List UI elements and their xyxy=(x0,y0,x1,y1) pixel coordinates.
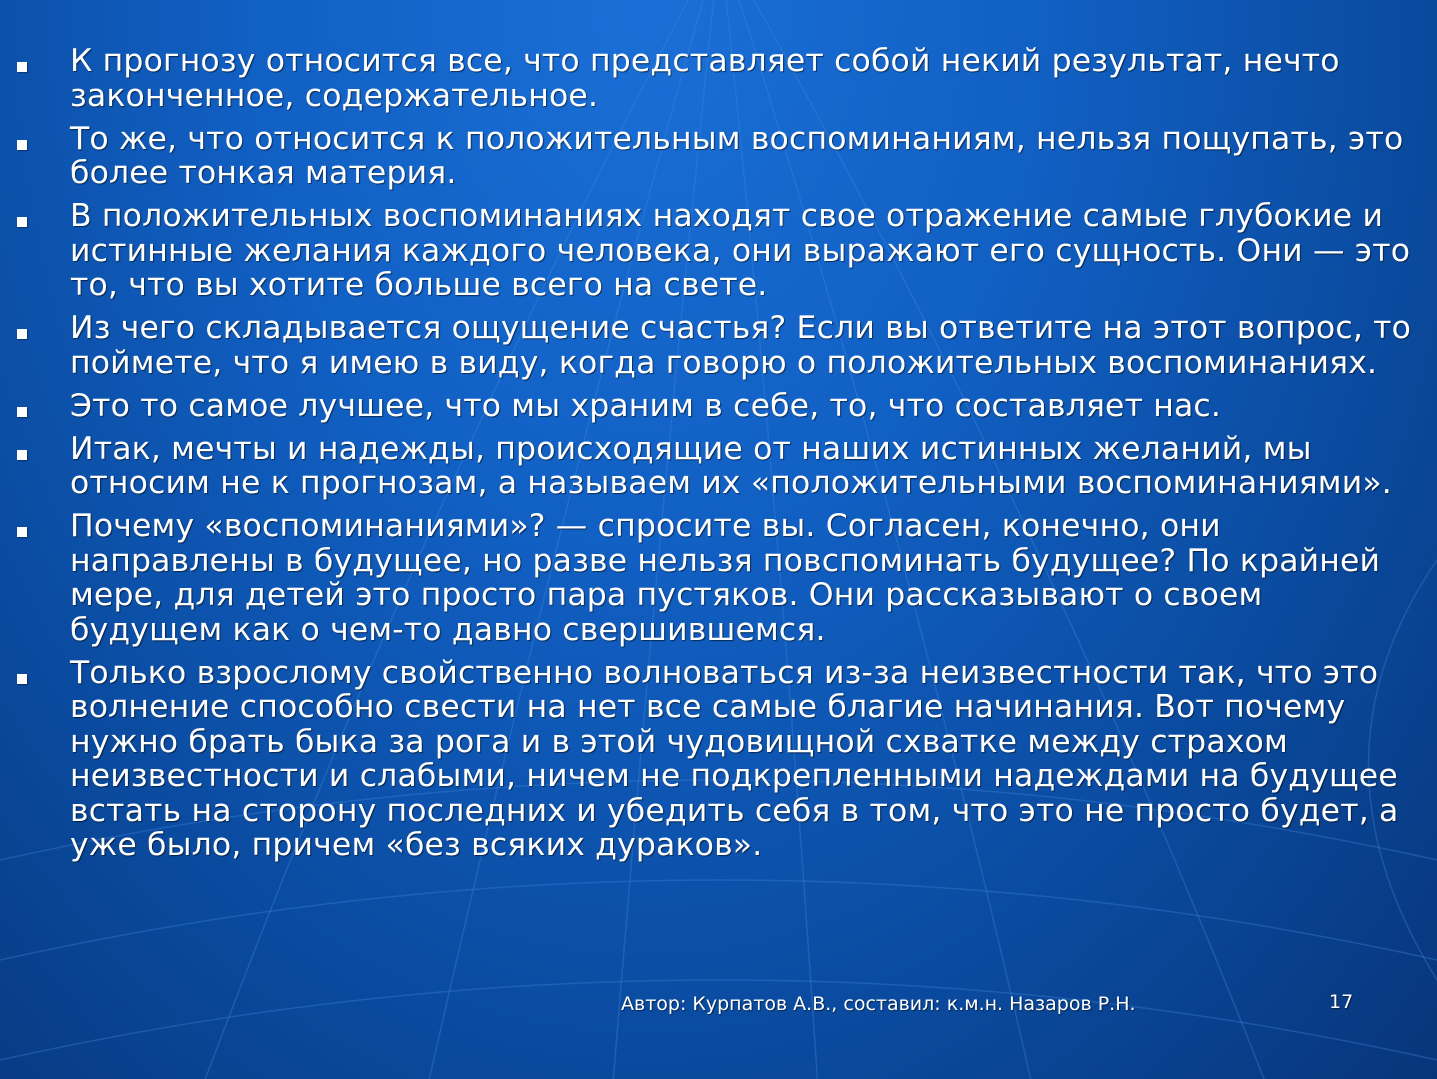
bullet-item xyxy=(0,509,1437,647)
bullet-text: Из чего складывается ощущение счастья? Если вы ответите на этот вопрос, то поймете, что я имею в виду, когда говорю о положительных воспоминаниях. xyxy=(70,310,1412,381)
slide-page-number: 17 xyxy=(1329,991,1354,1013)
square-bullet-icon xyxy=(17,329,27,339)
bullet-text: Почему «воспоминаниями»? — спросите вы. Согласен, конечно, они направлены в будущее, но разве нельзя повспоминать будущее? По крайней мере, для детей это просто пара пустяков. Они рассказывают о своем будущем как о чем-то давно свершившемся. xyxy=(70,508,1381,648)
square-bullet-icon xyxy=(17,217,27,227)
bullet-item xyxy=(0,311,1437,380)
bullet-text: К прогнозу относится все, что представляет собой некий результат, нечто законченное, содержательное. xyxy=(70,43,1340,114)
slide-content xyxy=(0,44,1437,871)
bullet-item xyxy=(0,199,1437,303)
bullet-text: Итак, мечты и надежды, происходящие от наших истинных желаний, мы относим не к прогнозам, а называем их «положительными воспоминаниями». xyxy=(70,430,1392,501)
bullet-text: То же, что относится к положительным воспоминаниям, нельзя пощупать, это более тонкая материя. xyxy=(70,120,1404,191)
bullet-item xyxy=(0,389,1437,424)
bullet-text: Только взрослому свойственно волноваться из-за неизвестности так, что это волнение способно свести на нет все самые благие начинания. Вот почему нужно брать быка за рога и в этой чудовищной схватке между страхом неизвестности и слабыми, ничем не подкрепленными надеждами на будущее встать на сторону последних и убедить себя в том, что это не просто будет, а уже было, причем «без всяких дураков». xyxy=(70,654,1399,863)
square-bullet-icon xyxy=(17,407,27,417)
bullet-list xyxy=(0,44,1437,863)
square-bullet-icon xyxy=(17,140,27,150)
square-bullet-icon xyxy=(17,674,27,684)
square-bullet-icon xyxy=(17,527,27,537)
bullet-item xyxy=(0,44,1437,113)
bullet-text: В положительных воспоминаниях находят свое отражение самые глубокие и истинные желания каждого человека, они выражают его сущность. Они — это то, что вы хотите больше всего на свете. xyxy=(70,198,1411,303)
bullet-item xyxy=(0,656,1437,863)
bullet-item xyxy=(0,122,1437,191)
slide-footer-author: Автор: Курпатов А.В., составил: к.м.н. Назаров Р.Н. xyxy=(621,993,1136,1015)
square-bullet-icon xyxy=(17,62,27,72)
bullet-item xyxy=(0,432,1437,501)
bullet-text: Это то самое лучшее, что мы храним в себе, то, что составляет нас. xyxy=(70,387,1222,424)
square-bullet-icon xyxy=(17,450,27,460)
